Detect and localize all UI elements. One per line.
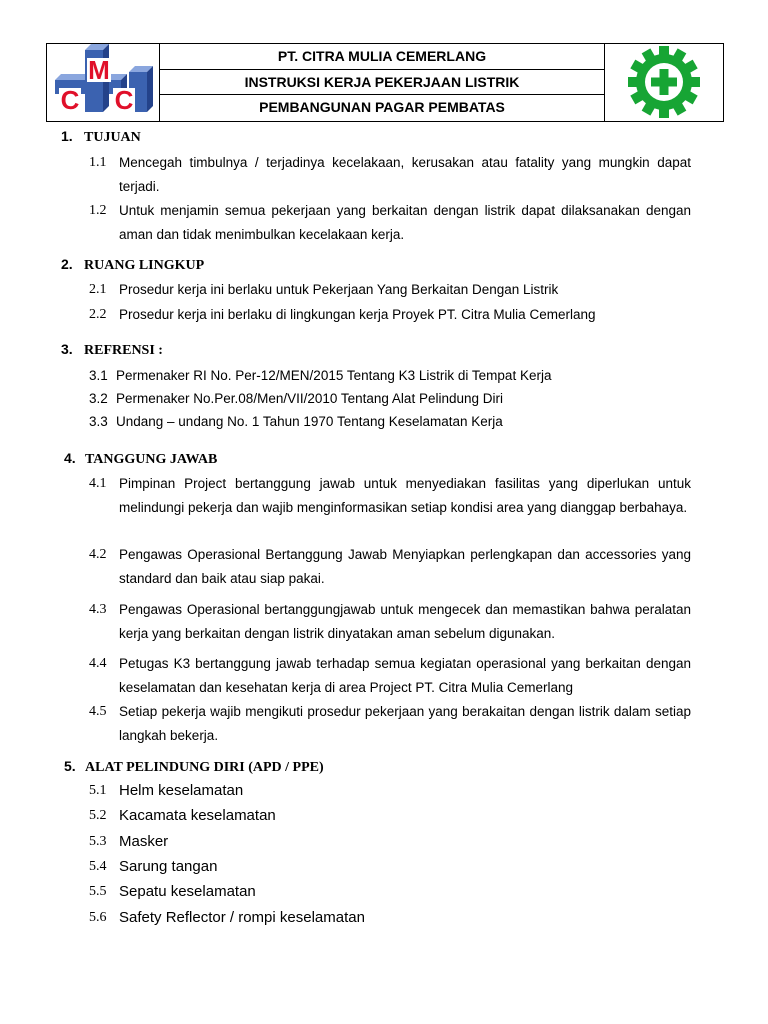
list-item bbox=[89, 804, 691, 828]
section-title: ALAT PELINDUNG DIRI (APD / PPE) bbox=[85, 760, 324, 775]
company-logo bbox=[47, 44, 160, 121]
item-number: 3.2 bbox=[89, 391, 108, 406]
item-text: Helm keselamatan bbox=[119, 782, 244, 799]
logo-letter-m: M bbox=[88, 55, 110, 85]
list-item bbox=[89, 151, 691, 198]
list-item bbox=[89, 598, 691, 645]
item-number: 5.4 bbox=[89, 859, 107, 874]
project-name: PEMBANGUNAN PAGAR PEMBATAS bbox=[259, 99, 505, 116]
item-number: 5.2 bbox=[89, 808, 107, 823]
item-number: 4.4 bbox=[89, 656, 107, 671]
list-item bbox=[89, 387, 691, 411]
section-number: 4. bbox=[64, 450, 76, 466]
section-number: 5. bbox=[64, 758, 76, 774]
item-text: Masker bbox=[119, 833, 169, 850]
item-text: Prosedur kerja ini berlaku untuk Pekerjaan Yang Berkaitan Dengan Listrik bbox=[119, 282, 559, 297]
k3-safety-gear-icon bbox=[604, 44, 723, 121]
list-item bbox=[89, 779, 691, 803]
list-item bbox=[89, 543, 691, 590]
item-text: Pengawas Operasional Bertanggung Jawab Menyiapkan perlengkapan dan accessories yang standard dan baik atau siap pakai. bbox=[119, 547, 691, 586]
item-number: 5.1 bbox=[89, 783, 107, 798]
section-number: 1. bbox=[61, 128, 73, 144]
section-5-heading bbox=[64, 758, 324, 776]
item-number: 4.3 bbox=[89, 602, 107, 617]
document-header bbox=[46, 43, 724, 122]
list-item bbox=[89, 303, 691, 327]
item-number: 2.1 bbox=[89, 282, 107, 297]
item-text: Pimpinan Project bertanggung jawab untuk menyediakan fasilitas yang diperlukan untuk melindungi pekerja dan wajib menginformasikan setiap kondisi area yang dianggap berbahaya. bbox=[119, 476, 691, 515]
item-number: 3.1 bbox=[89, 368, 108, 383]
section-4-heading bbox=[64, 450, 217, 468]
list-item bbox=[89, 830, 691, 854]
item-text: Kacamata keselamatan bbox=[119, 807, 276, 824]
item-text: Pengawas Operasional bertanggungjawab untuk mengecek dan memastikan bahwa peralatan kerja yang berkaitan dengan listrik dinyatakan aman sebelum digunakan. bbox=[119, 602, 691, 641]
list-item bbox=[89, 880, 691, 904]
list-item bbox=[89, 906, 691, 930]
section-1-heading bbox=[61, 128, 141, 146]
item-number: 1.1 bbox=[89, 155, 107, 170]
logo-letter-c1: C bbox=[60, 85, 80, 115]
section-title: RUANG LINGKUP bbox=[84, 258, 205, 273]
section-2-heading bbox=[61, 256, 204, 274]
section-number: 3. bbox=[61, 341, 73, 357]
item-text: Setiap pekerja wajib mengikuti prosedur pekerjaan yang berakaitan dengan listrik dalam setiap langkah bekerja. bbox=[119, 704, 691, 743]
item-number: 2.2 bbox=[89, 307, 107, 322]
item-text: Prosedur kerja ini berlaku di lingkungan kerja Proyek PT. Citra Mulia Cemerlang bbox=[119, 307, 596, 322]
item-text: Untuk menjamin semua pekerjaan yang berkaitan dengan listrik dapat dilaksanakan dengan aman dan tidak menimbulkan kecelakaan kerja. bbox=[119, 203, 691, 242]
item-number: 4.5 bbox=[89, 704, 107, 719]
document-type: INSTRUKSI KERJA PEKERJAAN LISTRIK bbox=[159, 70, 605, 96]
item-text: Permenaker RI No. Per-12/MEN/2015 Tentang K3 Listrik di Tempat Kerja bbox=[116, 368, 552, 383]
item-number: 1.2 bbox=[89, 203, 107, 218]
item-text: Permenaker No.Per.08/Men/VII/2010 Tentang Alat Pelindung Diri bbox=[116, 391, 503, 406]
section-title: TANGGUNG JAWAB bbox=[85, 452, 218, 467]
item-text: Sarung tangan bbox=[119, 858, 218, 875]
item-text: Safety Reflector / rompi keselamatan bbox=[119, 909, 365, 926]
list-item bbox=[89, 278, 691, 302]
company-name: PT. CITRA MULIA CEMERLANG bbox=[159, 44, 605, 70]
section-title: REFRENSI : bbox=[84, 343, 163, 358]
section-title: TUJUAN bbox=[84, 130, 141, 145]
list-item bbox=[89, 364, 691, 388]
list-item bbox=[89, 855, 691, 879]
item-text: Petugas K3 bertanggung jawab terhadap semua kegiatan operasional yang berkaitan dengan keselamatan dan kesehatan kerja di area Project PT. Citra Mulia Cemerlang bbox=[119, 656, 691, 695]
list-item bbox=[89, 472, 691, 519]
list-item bbox=[89, 652, 691, 699]
item-number: 5.3 bbox=[89, 834, 107, 849]
list-item bbox=[89, 199, 691, 246]
list-item bbox=[89, 410, 691, 434]
section-3-heading bbox=[61, 341, 163, 359]
item-number: 5.5 bbox=[89, 884, 107, 899]
item-number: 4.2 bbox=[89, 547, 107, 562]
list-item bbox=[89, 700, 691, 747]
item-number: 4.1 bbox=[89, 476, 107, 491]
item-number: 3.3 bbox=[89, 414, 108, 429]
item-text: Undang – undang No. 1 Tahun 1970 Tentang Keselamatan Kerja bbox=[116, 414, 503, 429]
logo-letter-c2: C bbox=[114, 85, 134, 115]
item-text: Sepatu keselamatan bbox=[119, 883, 256, 900]
item-text: Mencegah timbulnya / terjadinya kecelakaan, kerusakan atau fatality yang mungkin dapat terjadi. bbox=[119, 155, 691, 194]
item-number: 5.6 bbox=[89, 910, 107, 925]
section-number: 2. bbox=[61, 256, 73, 272]
